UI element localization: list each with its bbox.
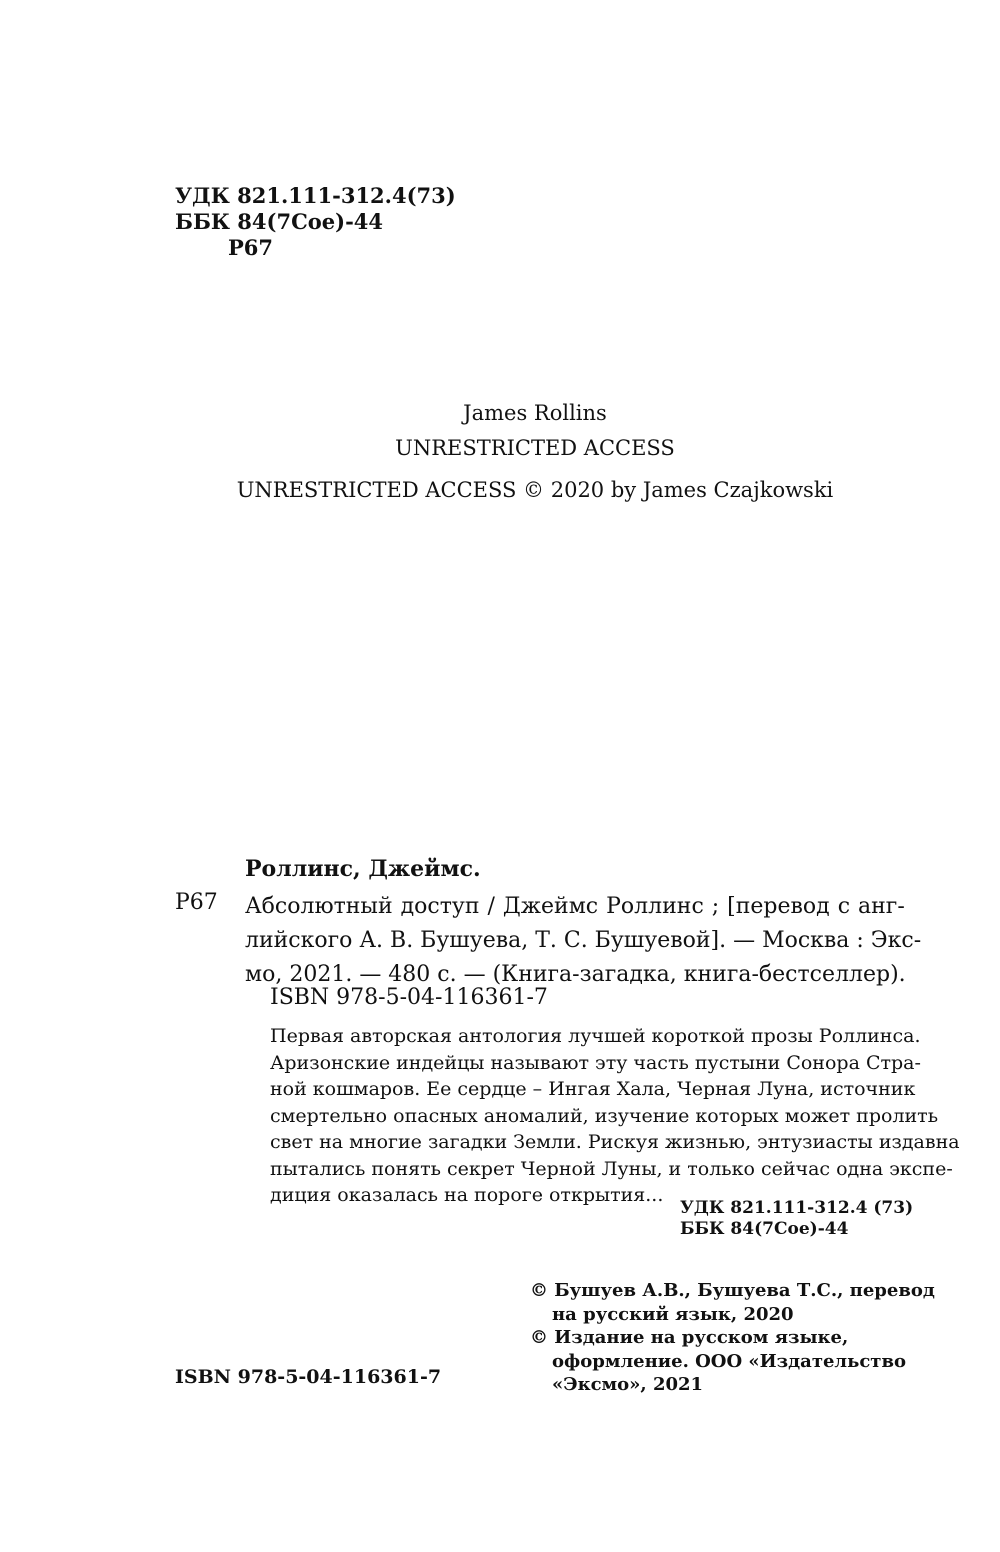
original-author: James Rollins — [463, 401, 607, 425]
annotation-line: пытались понять секрет Черной Луны, и только сейчас одна экспе- — [270, 1157, 953, 1180]
copyright-edition-cont: «Эксмо», 2021 — [552, 1374, 704, 1395]
isbn-main: ISBN 978-5-04-116361-7 — [270, 985, 548, 1010]
annotation-line: диция оказалась на пороге открытия... — [270, 1184, 664, 1206]
annotation-line: свет на многие загадки Земли. Рискуя жизнью, энтузиасты издавна — [270, 1131, 960, 1153]
annotation — [270, 1023, 960, 1209]
original-copyright: UNRESTRICTED ACCESS © 2020 by James Czajkowski — [236, 478, 834, 502]
copyright-edition-cont: оформление. ООО «Издательство — [552, 1350, 906, 1372]
bibliography-description — [245, 890, 922, 992]
bibliography-line: лийского А. В. Бушуева, Т. С. Бушуевой]. — Москва : Экс- — [245, 928, 922, 953]
bibliography-code: Р67 — [175, 890, 218, 915]
isbn-bottom: ISBN 978-5-04-116361-7 — [175, 1366, 442, 1388]
udk-code: УДК 821.111-312.4(73) — [175, 183, 456, 208]
annotation-codes — [680, 1198, 913, 1240]
copyright-edition: © Издание на русском языке, — [530, 1327, 849, 1348]
bbk-code: ББК 84(7Сое)-44 — [175, 209, 384, 234]
original-title: UNRESTRICTED ACCESS — [395, 436, 675, 460]
bibliography-line: мо, 2021. — 480 с. — (Книга-загадка, книга-бестселлер). — [245, 962, 906, 987]
annotation-line: ной кошмаров. Ее сердце – Ингая Хала, Черная Луна, источник — [270, 1078, 916, 1100]
bibliography-author-heading: Роллинс, Джеймс. — [245, 856, 481, 882]
copyright-translation-cont: на русский язык, 2020 — [552, 1303, 794, 1325]
annotation-line: Первая авторская антология лучшей короткой прозы Роллинса. — [270, 1025, 921, 1047]
annotation-bbk: ББК 84(7Сое)-44 — [680, 1219, 849, 1239]
bibliography-line: Абсолютный доступ / Джеймс Роллинс ; [перевод с анг- — [245, 894, 905, 919]
copyright-block — [530, 1279, 935, 1397]
copyright-translation: © Бушуев А.В., Бушуева Т.С., перевод — [530, 1280, 935, 1301]
catalog-codes-top — [175, 183, 456, 261]
annotation-udk: УДК 821.111-312.4 (73) — [680, 1198, 914, 1218]
annotation-line: Аризонские индейцы называют эту часть пустыни Сонора Стра- — [270, 1051, 921, 1074]
annotation-line: смертельно опасных аномалий, изучение которых может пролить — [270, 1104, 939, 1127]
author-sign-code: Р67 — [228, 235, 274, 260]
